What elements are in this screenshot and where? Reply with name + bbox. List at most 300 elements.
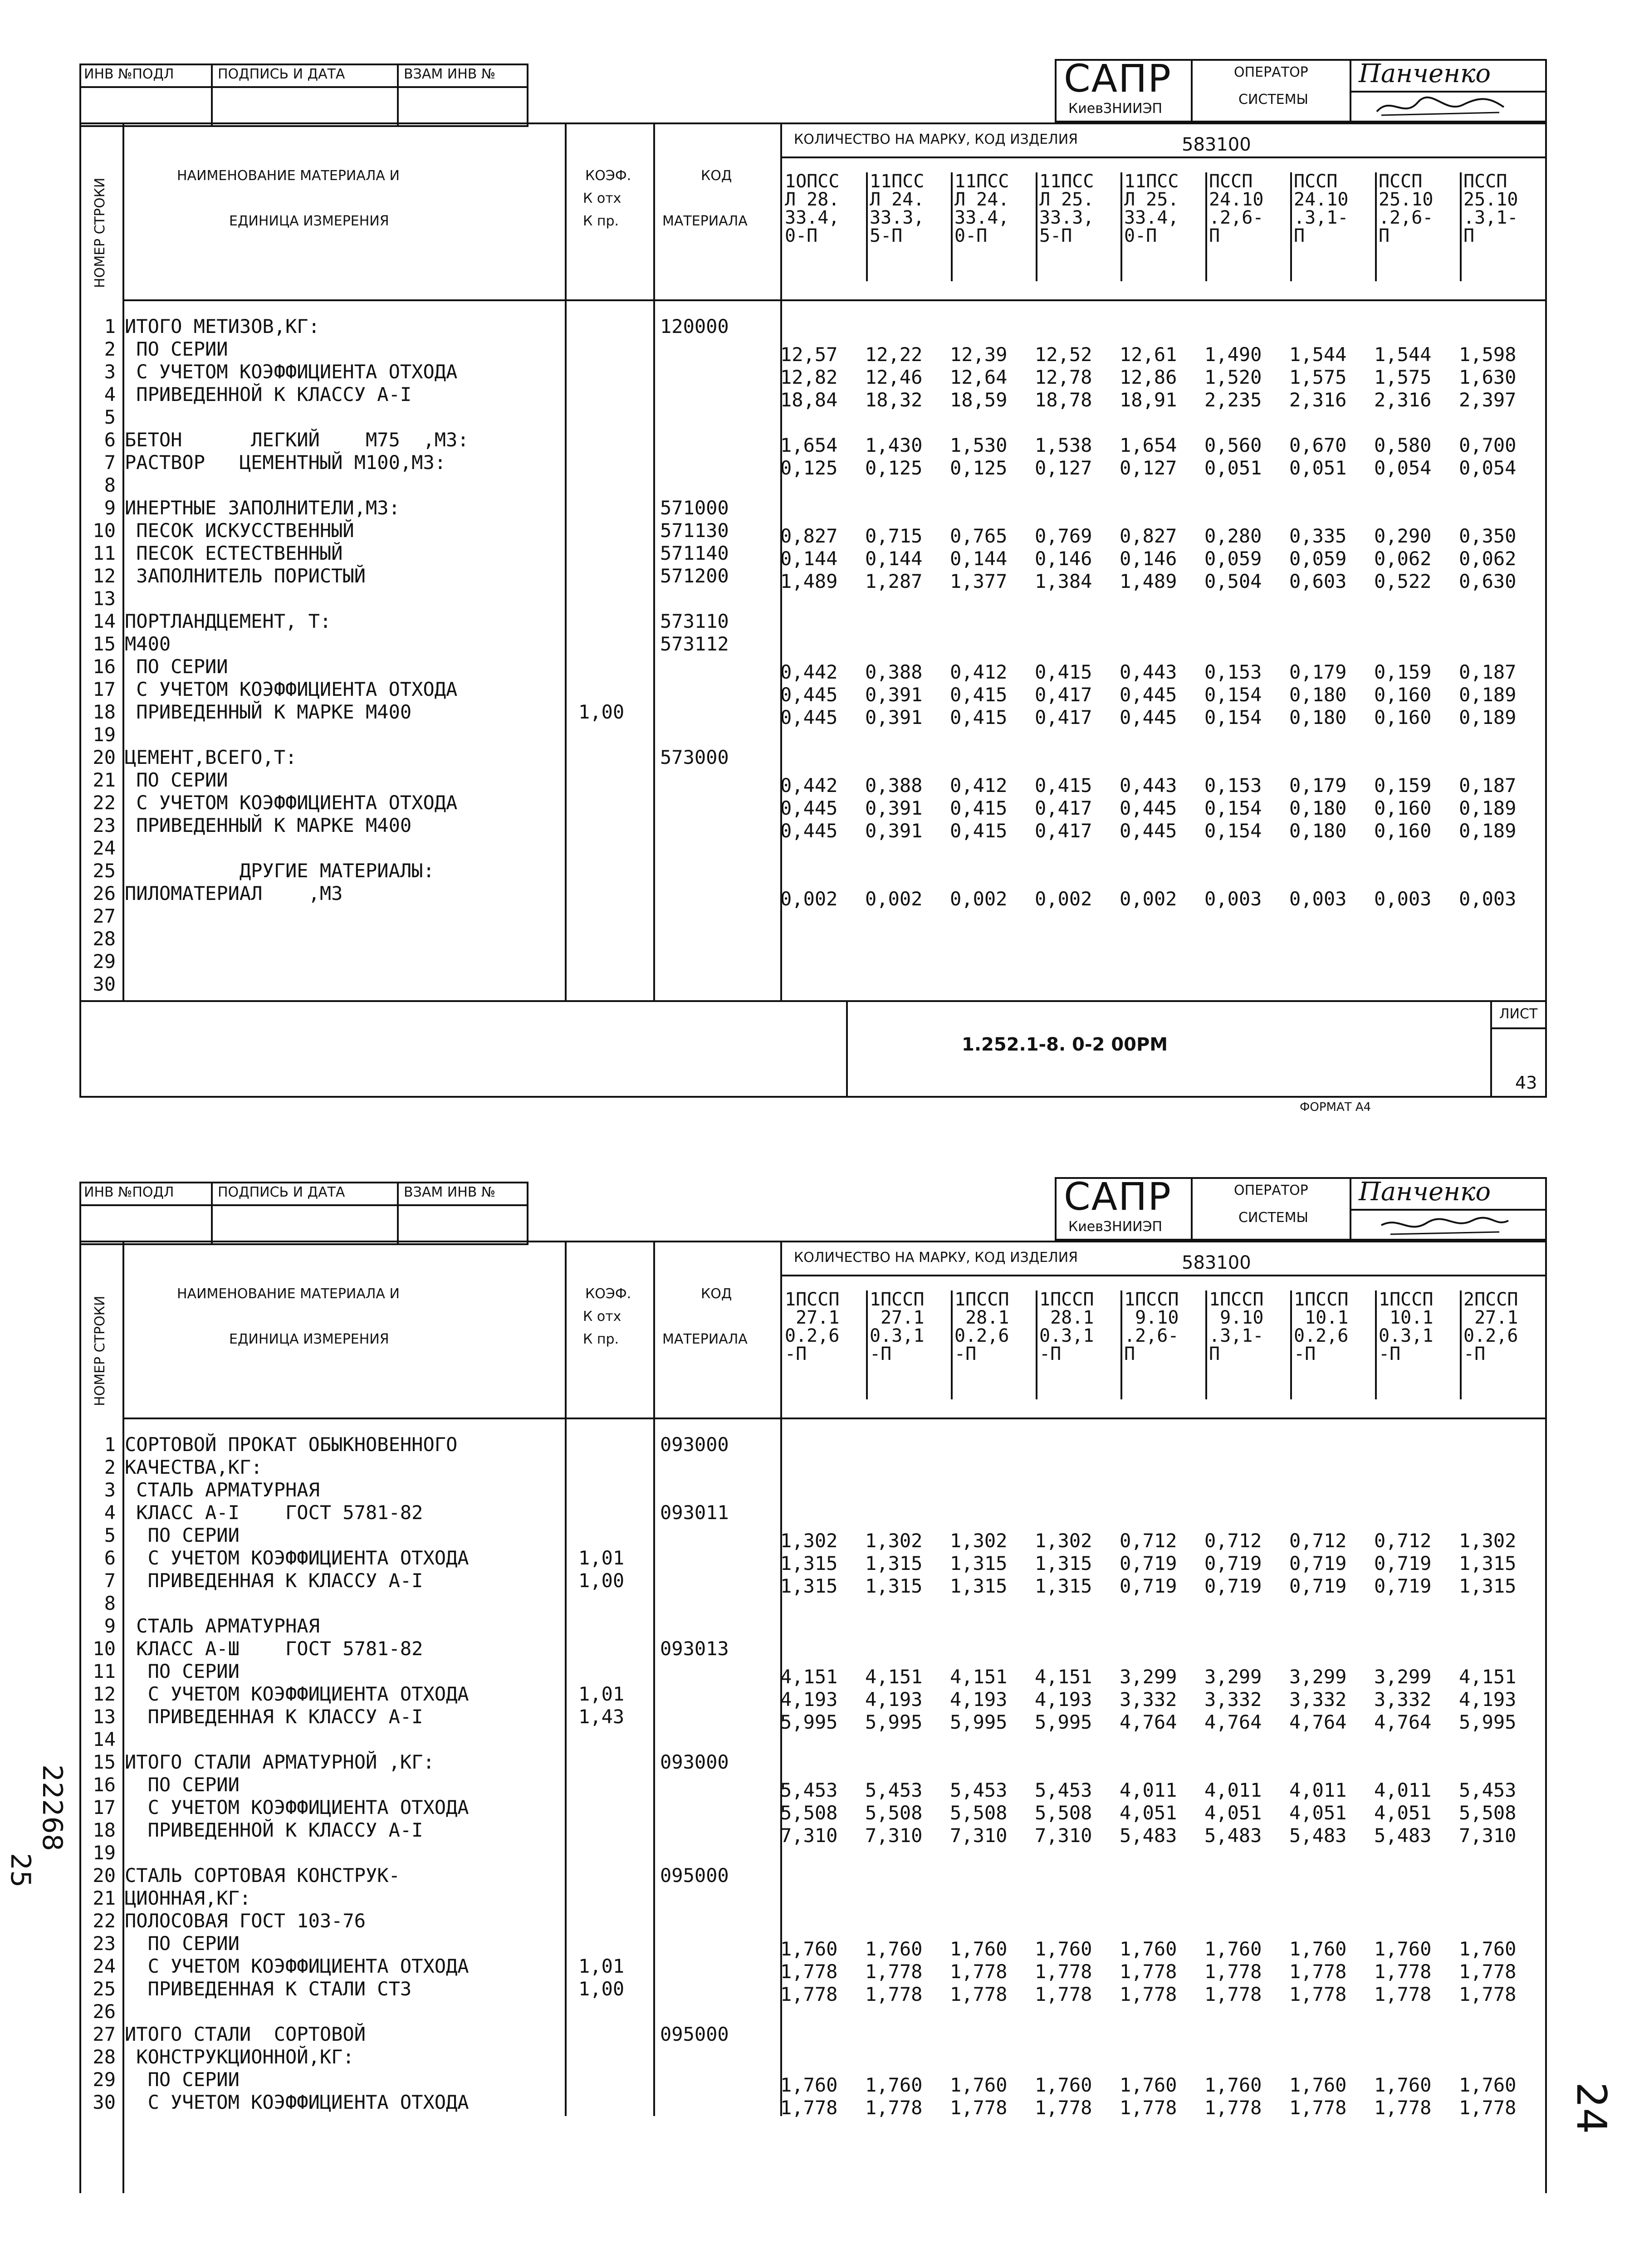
quantity-cell: 1,302	[865, 1530, 923, 1552]
quantity-cell: 12,61	[1120, 343, 1177, 366]
quantity-cell: 12,22	[865, 343, 923, 366]
margin-archive-number-2: 25	[5, 1853, 36, 1888]
row-number: 18	[93, 1819, 116, 1841]
quantity-cell: 0,445	[1120, 706, 1177, 728]
row-number: 17	[93, 1796, 116, 1818]
quantity-cell: 0,445	[780, 797, 838, 819]
quantity-cell: 1,315	[1035, 1552, 1092, 1574]
quantity-cell: 0,160	[1374, 820, 1432, 842]
material-name: ПЕСОК ИСКУССТВЕННЫЙ	[125, 519, 354, 542]
quantity-cell: 1,778	[1289, 1960, 1347, 1983]
quantity-cell: 0,153	[1204, 661, 1262, 683]
quantity-cell: 0,160	[1374, 797, 1432, 819]
material-name: ПРИВЕДЕННАЯ К КЛАССУ А-I	[125, 1569, 423, 1592]
quantity-cell: 1,302	[1459, 1530, 1517, 1552]
quantity-cell: 0,719	[1204, 1552, 1262, 1574]
quantity-cell: 0,180	[1289, 820, 1347, 842]
coefficient: 1,00	[578, 1978, 625, 2000]
row-number: 29	[93, 950, 116, 973]
material-name: С УЧЕТОМ КОЭФФИЦИЕНТА ОТХОДА	[125, 1796, 469, 1818]
material-code: 095000	[660, 1864, 729, 1887]
quantity-cell: 0,712	[1120, 1530, 1177, 1552]
material-name: ИТОГО СТАЛИ АРМАТУРНОЙ ,КГ:	[125, 1751, 435, 1773]
sheet-number: 43	[1515, 1073, 1537, 1093]
row-number: 6	[104, 429, 116, 451]
quantity-cell: 1,760	[950, 2074, 1008, 2096]
quantity-cell: 12,46	[865, 366, 923, 388]
quantity-cell: 0,179	[1289, 661, 1347, 683]
quantity-cell: 0,719	[1120, 1552, 1177, 1574]
quantity-cell: 0,442	[780, 774, 838, 797]
quantity-cell: 0,719	[1120, 1575, 1177, 1597]
quantity-cell: 1,778	[780, 1960, 838, 1983]
vzam-label: ВЗАМ ИНВ №	[404, 1184, 496, 1200]
quantity-cell: 0,417	[1035, 797, 1092, 819]
row-number: 15	[93, 1751, 116, 1773]
quantity-cell: 7,310	[1035, 1824, 1092, 1847]
quantity-cell: 4,193	[950, 1688, 1008, 1711]
row-number: 27	[93, 2023, 116, 2045]
material-code: 571200	[660, 565, 729, 587]
quantity-cell: 0,189	[1459, 706, 1517, 728]
coefficient: 1,43	[578, 1706, 625, 1728]
quantity-cell: 0,391	[865, 684, 923, 706]
row-number: 29	[93, 2068, 116, 2091]
material-name: ЦИОННАЯ,КГ:	[125, 1887, 251, 1909]
quantity-cell: 1,778	[1459, 2097, 1517, 2119]
quantity-cell: 0,154	[1204, 820, 1262, 842]
material-name: СТАЛЬ АРМАТУРНАЯ	[125, 1615, 320, 1637]
quantity-cell: 5,508	[865, 1802, 923, 1824]
quantity-cell: 4,193	[865, 1688, 923, 1711]
coef-waste-label: К отх	[583, 191, 621, 206]
quantity-cell: 1,760	[865, 2074, 923, 2096]
operator-signature: Панченко	[1359, 59, 1491, 88]
material-name: М400	[125, 633, 171, 655]
quantity-cell: 1,778	[950, 1960, 1008, 1983]
quantity-cell: 0,700	[1459, 434, 1517, 456]
material-name: ПОЛОСОВАЯ ГОСТ 103-76	[125, 1910, 366, 1932]
material-name: ИНЕРТНЫЕ ЗАПОЛНИТЕЛИ,М3:	[125, 497, 400, 519]
sapr-title: САПР	[1064, 1174, 1172, 1219]
quantity-cell: 1,315	[780, 1552, 838, 1574]
coef-reduced-label: К пр.	[583, 213, 619, 229]
quantity-cell: 1,778	[1120, 1960, 1177, 1983]
quantity-header: КОЛИЧЕСТВО НА МАРКУ, КОД ИЗДЕЛИЯ	[794, 132, 1078, 147]
quantity-cell: 1,778	[1374, 1983, 1432, 2005]
quantity-cell: 0,059	[1204, 547, 1262, 570]
quantity-cell: 0,443	[1120, 774, 1177, 797]
signature-scribble	[1372, 93, 1508, 121]
quantity-cell: 5,995	[950, 1711, 1008, 1733]
product-mark-header: ПССП 25.10 .2,6- П	[1379, 171, 1434, 246]
quantity-cell: 0,003	[1374, 888, 1432, 910]
material-code-header: МАТЕРИАЛА	[662, 1331, 748, 1347]
material-name: С УЧЕТОМ КОЭФФИЦИЕНТА ОТХОДА	[125, 1955, 469, 1977]
quantity-cell: 0,054	[1459, 457, 1517, 479]
material-name: СТАЛЬ СОРТОВАЯ КОНСТРУК-	[125, 1864, 400, 1887]
quantity-cell: 1,575	[1374, 366, 1432, 388]
quantity-cell: 4,051	[1204, 1802, 1262, 1824]
inv-label: ИНВ №ПОДЛ	[84, 1184, 174, 1200]
material-name-header: НАИМЕНОВАНИЕ МАТЕРИАЛА И	[177, 1286, 400, 1302]
quantity-cell: 1,575	[1289, 366, 1347, 388]
quantity-cell: 12,39	[950, 343, 1008, 366]
quantity-cell: 1,760	[1459, 1938, 1517, 1960]
quantity-cell: 0,154	[1204, 797, 1262, 819]
system-label: СИСТЕМЫ	[1238, 1210, 1308, 1226]
product-mark-header: 11ПСС Л 25. 33.3, 5-П	[1039, 171, 1094, 246]
quantity-cell: 0,144	[950, 547, 1008, 570]
document-code: 1.252.1-8. 0-2 00РМ	[962, 1034, 1168, 1055]
quantity-cell: 0,003	[1204, 888, 1262, 910]
quantity-cell: 0,159	[1374, 661, 1432, 683]
quantity-cell: 1,760	[1204, 1938, 1262, 1960]
org-name: КиевЗНИИЭП	[1068, 1219, 1163, 1235]
code-header: КОД	[701, 1286, 732, 1302]
material-name: ИТОГО МЕТИЗОВ,КГ:	[125, 315, 320, 337]
quantity-cell: 12,82	[780, 366, 838, 388]
quantity-cell: 1,315	[950, 1575, 1008, 1597]
row-number: 23	[93, 1932, 116, 1955]
quantity-cell: 1,302	[1035, 1530, 1092, 1552]
row-number: 24	[93, 837, 116, 859]
operator-label: ОПЕРАТОР	[1234, 1183, 1308, 1198]
quantity-cell: 0,719	[1374, 1575, 1432, 1597]
row-number: 26	[93, 2000, 116, 2023]
quantity-cell: 1,384	[1035, 570, 1092, 592]
quantity-cell: 1,760	[1120, 2074, 1177, 2096]
row-number: 5	[104, 406, 116, 428]
quantity-cell: 1,654	[1120, 434, 1177, 456]
quantity-cell: 0,417	[1035, 684, 1092, 706]
material-name: КОНСТРУКЦИОННОЙ,КГ:	[125, 2046, 354, 2068]
row-number: 20	[93, 746, 116, 768]
material-name: КЛАСС А-Ш ГОСТ 5781-82	[125, 1637, 423, 1660]
quantity-cell: 0,522	[1374, 570, 1432, 592]
quantity-cell: 1,778	[865, 1983, 923, 2005]
quantity-cell: 1,530	[950, 434, 1008, 456]
vzam-label: ВЗАМ ИНВ №	[404, 66, 496, 82]
quantity-cell: 5,995	[865, 1711, 923, 1733]
quantity-cell: 5,453	[780, 1779, 838, 1801]
quantity-cell: 0,415	[950, 820, 1008, 842]
coef-header: КОЭФ.	[585, 168, 631, 184]
quantity-cell: 12,64	[950, 366, 1008, 388]
row-number: 5	[104, 1524, 116, 1546]
quantity-cell: 1,520	[1204, 366, 1262, 388]
row-number: 7	[104, 1569, 116, 1592]
material-code: 093000	[660, 1751, 729, 1773]
quantity-cell: 3,332	[1120, 1688, 1177, 1711]
quantity-cell: 0,187	[1459, 661, 1517, 683]
quantity-cell: 0,180	[1289, 684, 1347, 706]
material-name: ПОРТЛАНДЦЕМЕНТ, Т:	[125, 610, 332, 632]
quantity-cell: 1,760	[1204, 2074, 1262, 2096]
row-number: 6	[104, 1547, 116, 1569]
row-number: 20	[93, 1864, 116, 1887]
quantity-cell: 0,504	[1204, 570, 1262, 592]
quantity-cell: 0,670	[1289, 434, 1347, 456]
quantity-cell: 0,153	[1204, 774, 1262, 797]
material-name: ПО СЕРИИ	[125, 655, 228, 678]
quantity-cell: 1,760	[1035, 1938, 1092, 1960]
row-number: 11	[93, 542, 116, 564]
unit-header: ЕДИНИЦА ИЗМЕРЕНИЯ	[229, 1331, 389, 1347]
quantity-cell: 0,712	[1374, 1530, 1432, 1552]
code-header: КОД	[701, 168, 732, 184]
format-label: ФОРМАТ А4	[1300, 1100, 1371, 1114]
quantity-cell: 1,778	[1035, 1960, 1092, 1983]
quantity-cell: 0,180	[1289, 706, 1347, 728]
product-mark-header: ПССП 24.10 .3,1- П	[1294, 171, 1349, 246]
quantity-cell: 1,760	[1459, 2074, 1517, 2096]
item-code: 583100	[1182, 134, 1251, 155]
row-number: 7	[104, 451, 116, 474]
quantity-cell: 1,760	[1289, 2074, 1347, 2096]
coefficient: 1,01	[578, 1955, 625, 1977]
product-mark-header: 1ПССП 28.1 0.2,6 -П	[954, 1289, 1009, 1364]
material-name: ПО СЕРИИ	[125, 338, 228, 360]
material-name: ПО СЕРИИ	[125, 1660, 240, 1682]
quantity-cell: 1,778	[1289, 1983, 1347, 2005]
quantity-cell: 0,391	[865, 706, 923, 728]
quantity-cell: 2,316	[1289, 389, 1347, 411]
quantity-cell: 0,146	[1035, 547, 1092, 570]
quantity-cell: 1,544	[1374, 343, 1432, 366]
quantity-cell: 4,151	[1035, 1666, 1092, 1688]
quantity-cell: 4,193	[1459, 1688, 1517, 1711]
signature-scribble	[1377, 1212, 1513, 1239]
quantity-cell: 0,180	[1289, 797, 1347, 819]
unit-header: ЕДИНИЦА ИЗМЕРЕНИЯ	[229, 213, 389, 229]
quantity-cell: 1,778	[1035, 1983, 1092, 2005]
row-number: 3	[104, 361, 116, 383]
material-name: ПРИВЕДЕННЫЙ К МАРКЕ М400	[125, 701, 412, 723]
quantity-cell: 4,151	[950, 1666, 1008, 1688]
row-number: 23	[93, 814, 116, 836]
row-number: 28	[93, 2046, 116, 2068]
sheet-label: ЛИСТ	[1499, 1006, 1538, 1022]
quantity-cell: 1,315	[780, 1575, 838, 1597]
quantity-cell: 0,127	[1120, 457, 1177, 479]
row-number: 8	[104, 474, 116, 496]
quantity-cell: 4,764	[1374, 1711, 1432, 1733]
product-mark-header: 11ПСС Л 24. 33.3, 5-П	[870, 171, 925, 246]
quantity-cell: 2,235	[1204, 389, 1262, 411]
quantity-cell: 0,127	[1035, 457, 1092, 479]
quantity-cell: 18,59	[950, 389, 1008, 411]
quantity-cell: 4,011	[1289, 1779, 1347, 1801]
material-name: С УЧЕТОМ КОЭФФИЦИЕНТА ОТХОДА	[125, 678, 458, 700]
quantity-cell: 0,051	[1289, 457, 1347, 479]
quantity-cell: 5,453	[1459, 1779, 1517, 1801]
coefficient: 1,01	[578, 1547, 625, 1569]
org-name: КиевЗНИИЭП	[1068, 101, 1163, 117]
material-name: КЛАСС А-I ГОСТ 5781-82	[125, 1501, 423, 1524]
quantity-cell: 5,483	[1120, 1824, 1177, 1847]
quantity-cell: 0,003	[1289, 888, 1347, 910]
quantity-cell: 0,280	[1204, 525, 1262, 547]
signature-date-label: ПОДПИСЬ И ДАТА	[218, 1184, 345, 1200]
quantity-cell: 4,051	[1289, 1802, 1347, 1824]
quantity-cell: 3,299	[1289, 1666, 1347, 1688]
quantity-cell: 1,489	[780, 570, 838, 592]
quantity-cell: 0,051	[1204, 457, 1262, 479]
coef-header: КОЭФ.	[585, 1286, 631, 1302]
row-number-header: НОМЕР СТРОКИ	[92, 177, 108, 288]
row-number: 25	[93, 860, 116, 882]
quantity-cell: 5,995	[1459, 1711, 1517, 1733]
material-code: 093011	[660, 1501, 729, 1524]
quantity-cell: 3,332	[1289, 1688, 1347, 1711]
quantity-cell: 2,316	[1374, 389, 1432, 411]
quantity-cell: 0,391	[865, 820, 923, 842]
material-name: ПИЛОМАТЕРИАЛ ,М3	[125, 882, 343, 904]
quantity-cell: 0,712	[1204, 1530, 1262, 1552]
quantity-cell: 4,764	[1120, 1711, 1177, 1733]
coefficient: 1,00	[578, 701, 625, 723]
quantity-cell: 4,764	[1289, 1711, 1347, 1733]
quantity-cell: 0,445	[1120, 820, 1177, 842]
material-name: ДРУГИЕ МАТЕРИАЛЫ:	[125, 860, 435, 882]
quantity-cell: 0,391	[865, 797, 923, 819]
quantity-cell: 1,778	[865, 1960, 923, 1983]
quantity-cell: 1,490	[1204, 343, 1262, 366]
row-number: 18	[93, 701, 116, 723]
product-mark-header: 11ПСС Л 25. 33.4, 0-П	[1124, 171, 1179, 246]
quantity-cell: 12,52	[1035, 343, 1092, 366]
quantity-cell: 1,778	[950, 1983, 1008, 2005]
quantity-cell: 1,778	[865, 2097, 923, 2119]
material-code: 573000	[660, 746, 729, 768]
quantity-cell: 0,580	[1374, 434, 1432, 456]
quantity-cell: 0,719	[1204, 1575, 1262, 1597]
quantity-cell: 5,995	[780, 1711, 838, 1733]
quantity-cell: 0,412	[950, 661, 1008, 683]
material-name: ПРИВЕДЕННАЯ К КЛАССУ А-I	[125, 1706, 423, 1728]
product-mark-header: 1ОПСС Л 28. 33.4, 0-П	[785, 171, 840, 246]
row-number: 22	[93, 792, 116, 814]
quantity-cell: 0,445	[780, 684, 838, 706]
material-name: ПО СЕРИИ	[125, 1774, 240, 1796]
material-name: С УЧЕТОМ КОЭФФИЦИЕНТА ОТХОДА	[125, 2091, 469, 2113]
coef-reduced-label: К пр.	[583, 1331, 619, 1347]
row-number: 16	[93, 655, 116, 678]
quantity-cell: 0,290	[1374, 525, 1432, 547]
quantity-cell: 0,179	[1289, 774, 1347, 797]
quantity-cell: 5,508	[780, 1802, 838, 1824]
product-mark-header: 1ПССП 9.10 .3,1- П	[1209, 1289, 1264, 1364]
row-number: 13	[93, 1706, 116, 1728]
quantity-cell: 0,712	[1289, 1530, 1347, 1552]
quantity-cell: 1,778	[1374, 2097, 1432, 2119]
quantity-cell: 0,187	[1459, 774, 1517, 797]
quantity-cell: 4,011	[1204, 1779, 1262, 1801]
signature-date-label: ПОДПИСЬ И ДАТА	[218, 66, 345, 82]
quantity-cell: 0,827	[1120, 525, 1177, 547]
quantity-cell: 1,778	[1120, 2097, 1177, 2119]
material-code: 571140	[660, 542, 729, 564]
row-number: 3	[104, 1479, 116, 1501]
quantity-cell: 1,778	[1120, 1983, 1177, 2005]
quantity-cell: 12,78	[1035, 366, 1092, 388]
quantity-cell: 18,84	[780, 389, 838, 411]
quantity-cell: 0,719	[1289, 1552, 1347, 1574]
material-name: ПРИВЕДЕННАЯ К СТАЛИ СТ3	[125, 1978, 412, 2000]
product-mark-header: 1ПССП 27.1 0.3,1 -П	[870, 1289, 925, 1364]
row-number: 8	[104, 1592, 116, 1614]
quantity-cell: 0,719	[1289, 1575, 1347, 1597]
quantity-cell: 0,827	[780, 525, 838, 547]
quantity-header: КОЛИЧЕСТВО НА МАРКУ, КОД ИЗДЕЛИЯ	[794, 1250, 1078, 1266]
form-sheet-2	[79, 1174, 1547, 2193]
quantity-cell: 0,388	[865, 774, 923, 797]
quantity-cell: 0,445	[1120, 797, 1177, 819]
material-name-header: НАИМЕНОВАНИЕ МАТЕРИАЛА И	[177, 168, 400, 184]
quantity-cell: 0,415	[1035, 661, 1092, 683]
quantity-cell: 0,002	[1120, 888, 1177, 910]
quantity-cell: 1,598	[1459, 343, 1517, 366]
quantity-cell: 4,151	[865, 1666, 923, 1688]
row-number: 2	[104, 1456, 116, 1478]
quantity-cell: 4,151	[780, 1666, 838, 1688]
quantity-cell: 7,310	[1459, 1824, 1517, 1847]
quantity-cell: 0,630	[1459, 570, 1517, 592]
quantity-cell: 1,778	[1204, 1983, 1262, 2005]
product-mark-header: 1ПССП 10.1 0.2,6 -П	[1294, 1289, 1349, 1364]
quantity-cell: 1,760	[950, 1938, 1008, 1960]
coefficient: 1,01	[578, 1683, 625, 1705]
quantity-cell: 1,760	[1120, 1938, 1177, 1960]
quantity-cell: 3,332	[1374, 1688, 1432, 1711]
quantity-cell: 12,57	[780, 343, 838, 366]
quantity-cell: 0,443	[1120, 661, 1177, 683]
quantity-cell: 0,054	[1374, 457, 1432, 479]
quantity-cell: 18,32	[865, 389, 923, 411]
sapr-title: САПР	[1064, 56, 1172, 101]
quantity-cell: 5,453	[950, 1779, 1008, 1801]
material-name: ИТОГО СТАЛИ СОРТОВОЙ	[125, 2023, 366, 2045]
quantity-cell: 0,144	[780, 547, 838, 570]
quantity-cell: 18,91	[1120, 389, 1177, 411]
quantity-cell: 0,560	[1204, 434, 1262, 456]
material-name: ПО СЕРИИ	[125, 1932, 240, 1955]
quantity-cell: 0,415	[950, 797, 1008, 819]
quantity-cell: 5,453	[865, 1779, 923, 1801]
row-number: 21	[93, 1887, 116, 1909]
quantity-cell: 1,630	[1459, 366, 1517, 388]
quantity-cell: 1,538	[1035, 434, 1092, 456]
row-number: 1	[104, 1433, 116, 1456]
row-number: 30	[93, 973, 116, 995]
quantity-cell: 7,310	[780, 1824, 838, 1847]
product-mark-header: 1ПССП 27.1 0.2,6 -П	[785, 1289, 840, 1364]
quantity-cell: 0,415	[1035, 774, 1092, 797]
row-number: 24	[93, 1955, 116, 1977]
quantity-cell: 1,778	[1035, 2097, 1092, 2119]
row-number: 12	[93, 565, 116, 587]
page-number: 24	[1567, 2082, 1615, 2134]
margin-archive-number: 22268	[36, 1765, 68, 1851]
row-number-header: НОМЕР СТРОКИ	[92, 1295, 108, 1406]
quantity-cell: 7,310	[865, 1824, 923, 1847]
quantity-cell: 0,062	[1459, 547, 1517, 570]
quantity-cell: 4,193	[780, 1688, 838, 1711]
quantity-cell: 0,189	[1459, 820, 1517, 842]
quantity-cell: 1,544	[1289, 343, 1347, 366]
row-number: 4	[104, 383, 116, 406]
